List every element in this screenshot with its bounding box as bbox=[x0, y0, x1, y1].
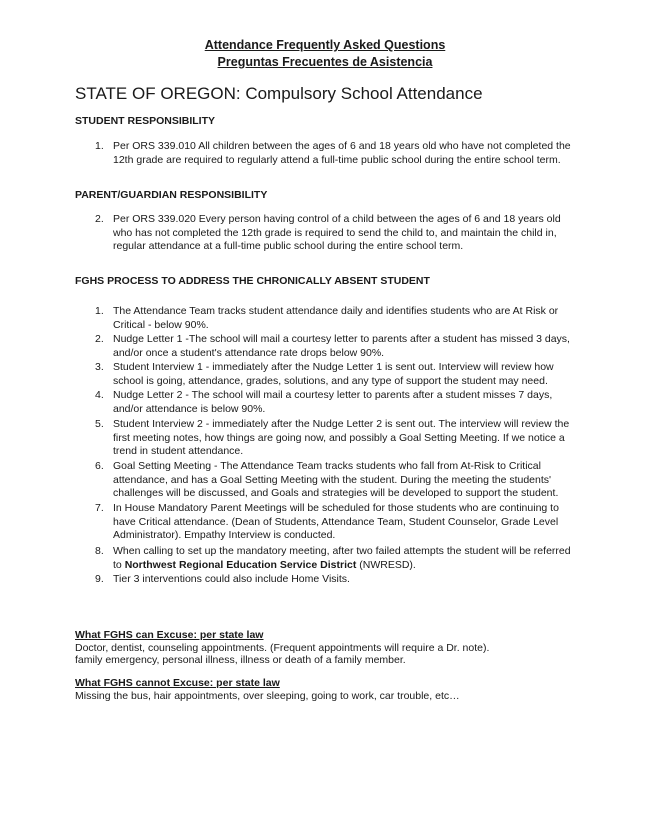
item-text: Per ORS 339.010 All children between the ages of 6 and 18 years old who have not completed the 12th grade are required to regularly attend a full-time public school during the entire school term. bbox=[113, 140, 571, 166]
item-text: Student Interview 2 - immediately after the Nudge Letter 2 is sent out. The interview will review the first meeting notes, how things are going now, and possibly a Goal Setting Meeting. If we notice a trend in student attendance. bbox=[113, 418, 570, 457]
item-number: 4. bbox=[95, 389, 104, 401]
student-responsibility-heading: STUDENT RESPONSIBILITY bbox=[75, 115, 216, 127]
item-text: In House Mandatory Parent Meetings will be scheduled for those students who are continuing to have Critical attendance. (Dean of Students, Attendance Team, Student Counselor, Grade Level Administrator). Empathy Interview is conducted. bbox=[113, 502, 559, 541]
cannot-excuse-section bbox=[75, 677, 595, 702]
process-item-7 bbox=[95, 502, 575, 543]
item-text: Nudge Letter 1 -The school will mail a courtesy letter to parents after a student has missed 3 days, and/or once a student's attendance rate drops below 90%. bbox=[113, 333, 570, 359]
item-text: The Attendance Team tracks student attendance daily and identifies students who are At Risk or Critical - below 90%. bbox=[113, 305, 559, 331]
can-excuse-line-1: Doctor, dentist, counseling appointments. (Frequent appointments will require a Dr. note). bbox=[75, 641, 490, 654]
cannot-excuse-line-1: Missing the bus, hair appointments, over sleeping, going to work, car trouble, etc… bbox=[75, 689, 460, 702]
item-number: 3. bbox=[95, 361, 104, 373]
process-item-2 bbox=[95, 333, 575, 360]
student-responsibility-item bbox=[95, 140, 575, 167]
process-item-8 bbox=[95, 545, 575, 572]
process-item-1 bbox=[95, 305, 575, 332]
process-item-4 bbox=[95, 389, 575, 416]
item-text: Per ORS 339.020 Every person having control of a child between the ages of 6 and 18 years old who has not completed the 12th grade is required to send the child to, and maintain the child in, regular attendance at a full-time public school during the entire school term. bbox=[113, 213, 561, 252]
nwresd-name: Northwest Regional Education Service District bbox=[124, 558, 357, 571]
item-number: 2. bbox=[95, 333, 104, 345]
item-text-after: (NWRESD). bbox=[356, 558, 416, 571]
item-number: 9. bbox=[95, 573, 104, 585]
parent-responsibility-item bbox=[95, 213, 575, 254]
title-spanish: Preguntas Frecuentes de Asistencia bbox=[217, 55, 433, 69]
item-text: Tier 3 interventions could also include Home Visits. bbox=[113, 573, 350, 585]
item-number: 1. bbox=[95, 305, 104, 317]
item-number: 6. bbox=[95, 460, 104, 472]
item-number: 8. bbox=[95, 545, 104, 557]
item-text bbox=[113, 545, 575, 572]
can-excuse-section bbox=[75, 629, 595, 667]
process-item-3 bbox=[95, 361, 575, 388]
process-item-6 bbox=[95, 460, 575, 501]
item-number: 5. bbox=[95, 418, 104, 430]
process-item-9 bbox=[95, 573, 575, 587]
main-heading: STATE OF OREGON: Compulsory School Attendance bbox=[75, 84, 483, 103]
item-number: 1. bbox=[95, 140, 104, 152]
can-excuse-heading: What FGHS can Excuse: per state law bbox=[75, 629, 264, 641]
process-heading: FGHS PROCESS TO ADDRESS THE CHRONICALLY ABSENT STUDENT bbox=[75, 275, 430, 287]
item-text: Student Interview 1 - immediately after the Nudge Letter 1 is sent out. Interview will review how school is going, attendance, grades, solutions, and any type of support the student may need. bbox=[113, 361, 554, 387]
item-number: 7. bbox=[95, 502, 104, 514]
parent-responsibility-heading: PARENT/GUARDIAN RESPONSIBILITY bbox=[75, 189, 268, 201]
item-text: Nudge Letter 2 - The school will mail a courtesy letter to parents after a student misses 7 days, and/or attendance is below 90%. bbox=[113, 389, 553, 415]
can-excuse-line-2: family emergency, personal illness, illness or death of a family member. bbox=[75, 654, 406, 666]
item-number: 2. bbox=[95, 213, 104, 225]
process-item-5 bbox=[95, 418, 575, 459]
title-english: Attendance Frequently Asked Questions bbox=[204, 38, 446, 52]
cannot-excuse-heading: What FGHS cannot Excuse: per state law bbox=[75, 677, 280, 689]
item-text-before: When calling to set up the mandatory meeting, after two failed attempts the student will be referred to bbox=[113, 545, 571, 571]
item-text: Goal Setting Meeting - The Attendance Team tracks students who fall from At-Risk to Critical attendance, and has a Goal Setting Meeting with the student. During the meeting the students' challenges will be discussed, and Goals and strategies will be developed to support the student. bbox=[113, 460, 559, 499]
